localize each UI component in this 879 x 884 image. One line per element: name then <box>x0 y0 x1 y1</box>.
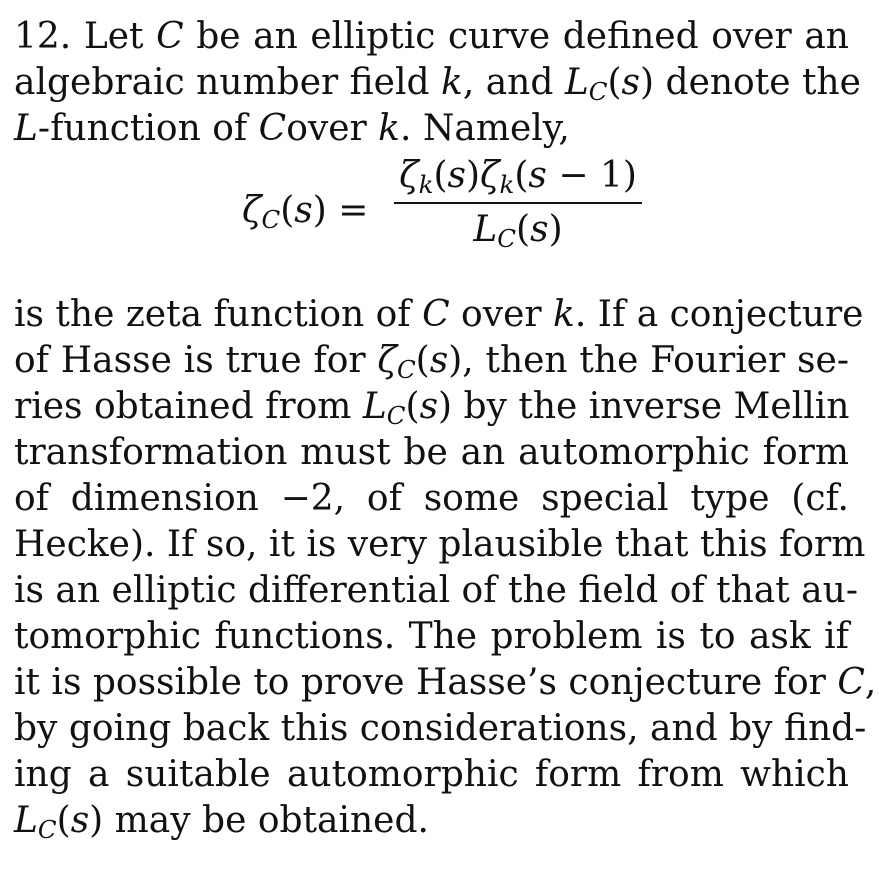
formula-lhs: $\zeta_C(s)$ = <box>242 190 369 235</box>
text-line: is an elliptic differential of the field of that au- <box>14 570 858 611</box>
body-paragraph <box>14 292 877 845</box>
text-line: ries obtained from $L_C(s)$ by the inverse Mellin <box>14 386 850 431</box>
text-line: tomorphic functions. The problem is to ask if <box>14 616 849 657</box>
formula-denominator: $L_C(s)$ <box>473 209 563 254</box>
formula-fraction <box>394 154 642 252</box>
fraction-bar <box>394 202 642 204</box>
text-line: Hecke). If so, it is very plausible that this form <box>14 524 866 565</box>
zeta-formula <box>14 154 849 292</box>
text-line: 12. Let C be an elliptic curve defined over an <box>14 16 849 57</box>
text-line: by going back this considerations, and by find- <box>14 708 867 749</box>
intro-paragraph <box>14 14 861 152</box>
text-line: ing a suitable automorphic form from which <box>14 754 849 795</box>
formula-numerator: $\zeta_k(s)\zeta_k(s - 1)$ <box>399 155 637 200</box>
text-line: $L_C(s)$ may be obtained. <box>14 800 429 845</box>
problem-text <box>14 14 877 845</box>
text-line: is the zeta function of C over k. If a conjecture <box>14 294 864 335</box>
text-line: transformation must be an automorphic form <box>14 432 849 473</box>
text-line: L-function of Cover k. Namely, <box>14 108 570 149</box>
text-line: it is possible to prove Hasse’s conjecture for C, <box>14 662 877 703</box>
text-line: of Hasse is true for $\zeta_C(s)$, then the Fourier se- <box>14 340 849 385</box>
text-line: algebraic number field k, and $L_C(s)$ denote the <box>14 62 861 107</box>
text-line: of dimension −2, of some special type (cf. <box>14 478 849 519</box>
